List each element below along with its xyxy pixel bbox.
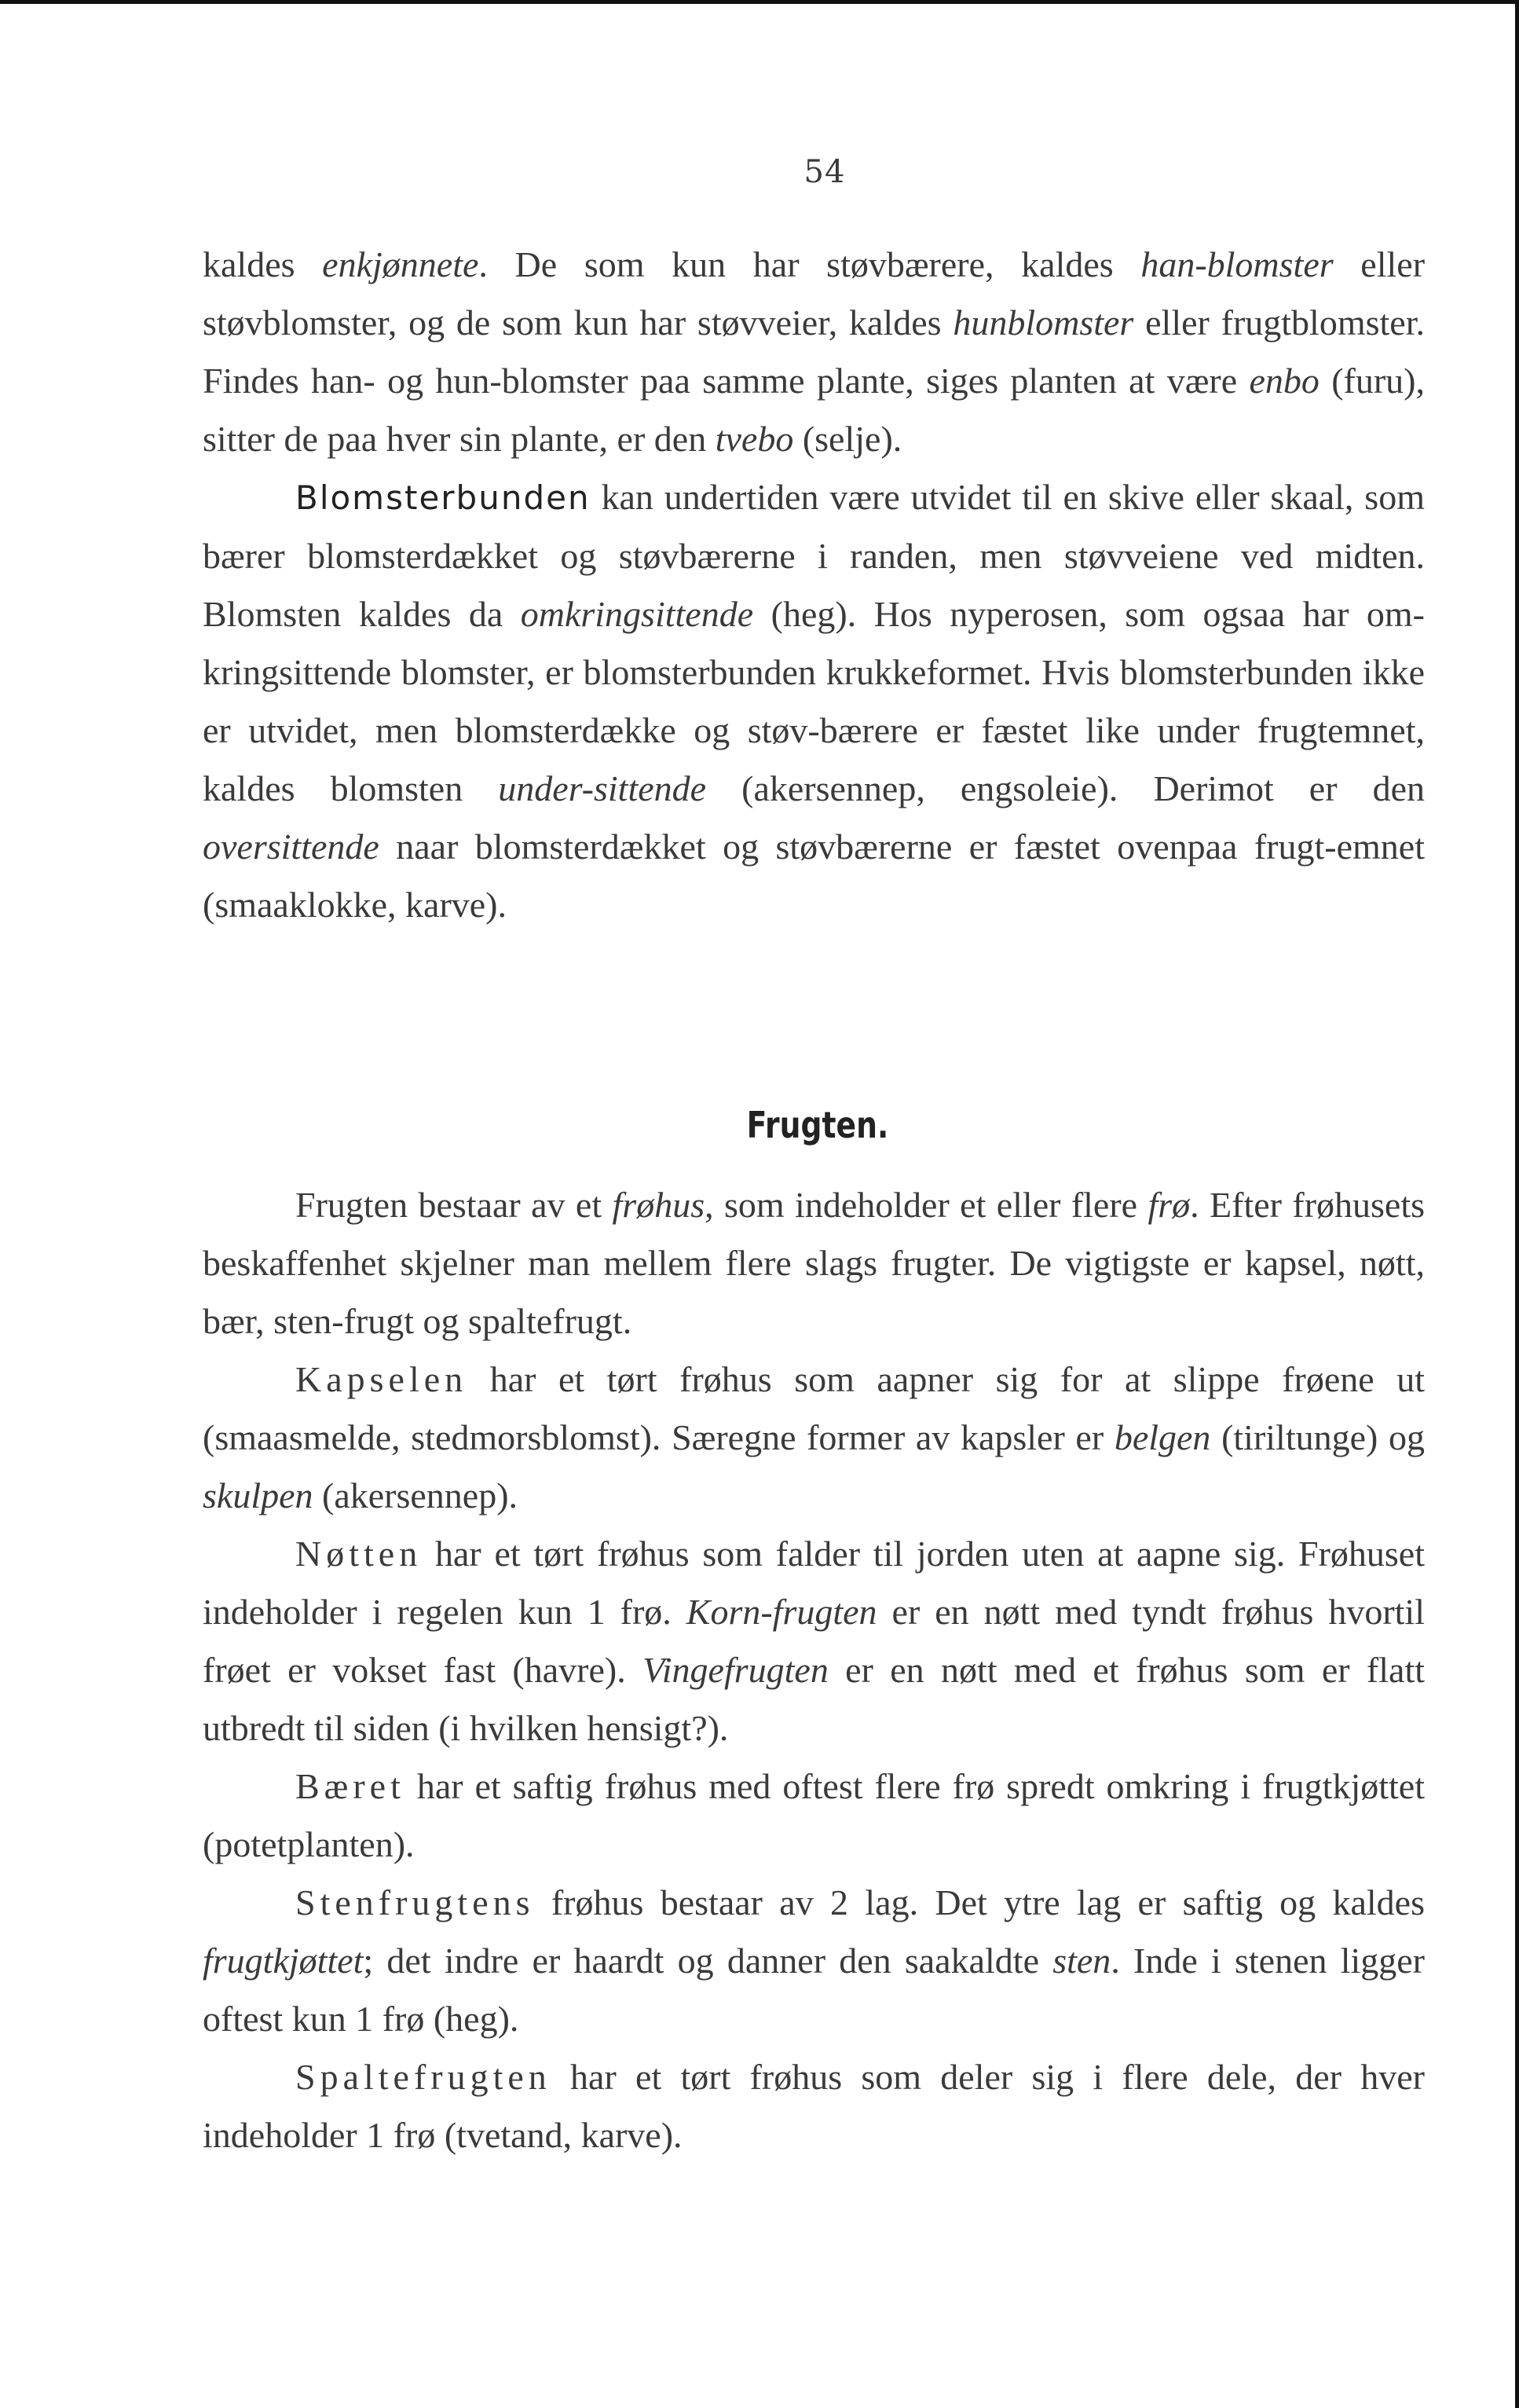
term-stenfrugtens: Stenfrugtens (295, 1882, 535, 1922)
scan-border-top (0, 0, 1519, 4)
page-number: 54 (803, 154, 846, 190)
term-blomsterbunden: Blomsterbunden (295, 478, 591, 517)
term-baeret: Bæret (295, 1766, 405, 1806)
scan-border-right (1515, 0, 1519, 2408)
term-kapselen: Kapselen (295, 1359, 468, 1399)
text-block-lower (203, 1176, 1425, 2164)
text-block-upper (203, 236, 1425, 934)
paragraph-blomsterbunden: Blomsterbunden kan undertiden være utvidet til en skive eller skaal, som bærer blomsterdækket og støvbærerne i randen, men støvveiene ved midten. Blomsten kaldes da omkringsittende (heg). Hos nyperosen, som ogsaa har om-kringsittende blomster, er blomsterbunden krukkeformet. Hvis blomsterbunden ikke er utvidet, men blomsterdække og støv-bærere er fæstet like under frugtemnet, kaldes blomsten under-sittende (akersennep, engsoleie). Derimot er den oversittende naar blomsterdækket og støvbærerne er fæstet ovenpaa frugt-emnet (smaaklokke, karve). (203, 477, 1425, 925)
paragraph-flower-sexes: kaldes enkjønnete. De som kun har støvbærere, kaldes han-blomster eller støvblomster, og de som kun har støvveier, kaldes hunblomster eller frugtblomster. Findes han- og hun-blomster paa samme plante, siges planten at være enbo (furu), sitter de paa hver sin plante, er den tvebo (selje). (203, 244, 1426, 459)
paragraph-stenfrugtens: Stenfrugtens frøhus bestaar av 2 lag. Det ytre lag er saftig og kaldes frugtkjøttet; det indre er haardt og danner den saakaldte sten. Inde i stenen ligger oftest kun 1 frø (heg). (203, 1882, 1425, 2039)
paragraph-baeret: Bæret har et saftig frøhus med oftest flere frø spredt omkring i frugtkjøttet (potetplanten). (203, 1766, 1425, 1864)
paragraph-frugten-intro: Frugten bestaar av et frøhus, som indeholder et eller flere frø. Efter frøhusets beskaffenhet skjelner man mellem flere slags frugter. De vigtigste er kapsel, nøtt, bær, sten-frugt og spaltefrugt. (203, 1185, 1426, 1341)
section-heading-frugten: Frugten. (746, 1104, 889, 1146)
paragraph-notten: Nøtten har et tørt frøhus som falder til jorden uten at aapne sig. Frøhuset indeholder i regelen kun 1 frø. Korn-frugten er en nøtt med tyndt frøhus hvortil frøet er vokset fast (havre). Vingefrugten er en nøtt med et frøhus som er flatt utbredt til siden (i hvilken hensigt?). (203, 1534, 1426, 1748)
term-spaltefrugten: Spaltefrugten (295, 2057, 551, 2097)
term-notten: Nøtten (295, 1534, 423, 1574)
paragraph-spaltefrugten: Spaltefrugten har et tørt frøhus som deler sig i flere dele, der hver indeholder 1 frø (tvetand, karve). (203, 2057, 1425, 2155)
paragraph-kapselen: Kapselen har et tørt frøhus som aapner sig for at slippe frøene ut (smaasmelde, stedmorsblomst). Særegne former av kapsler er belgen (tiriltunge) og skulpen (akersennep). (203, 1359, 1425, 1516)
